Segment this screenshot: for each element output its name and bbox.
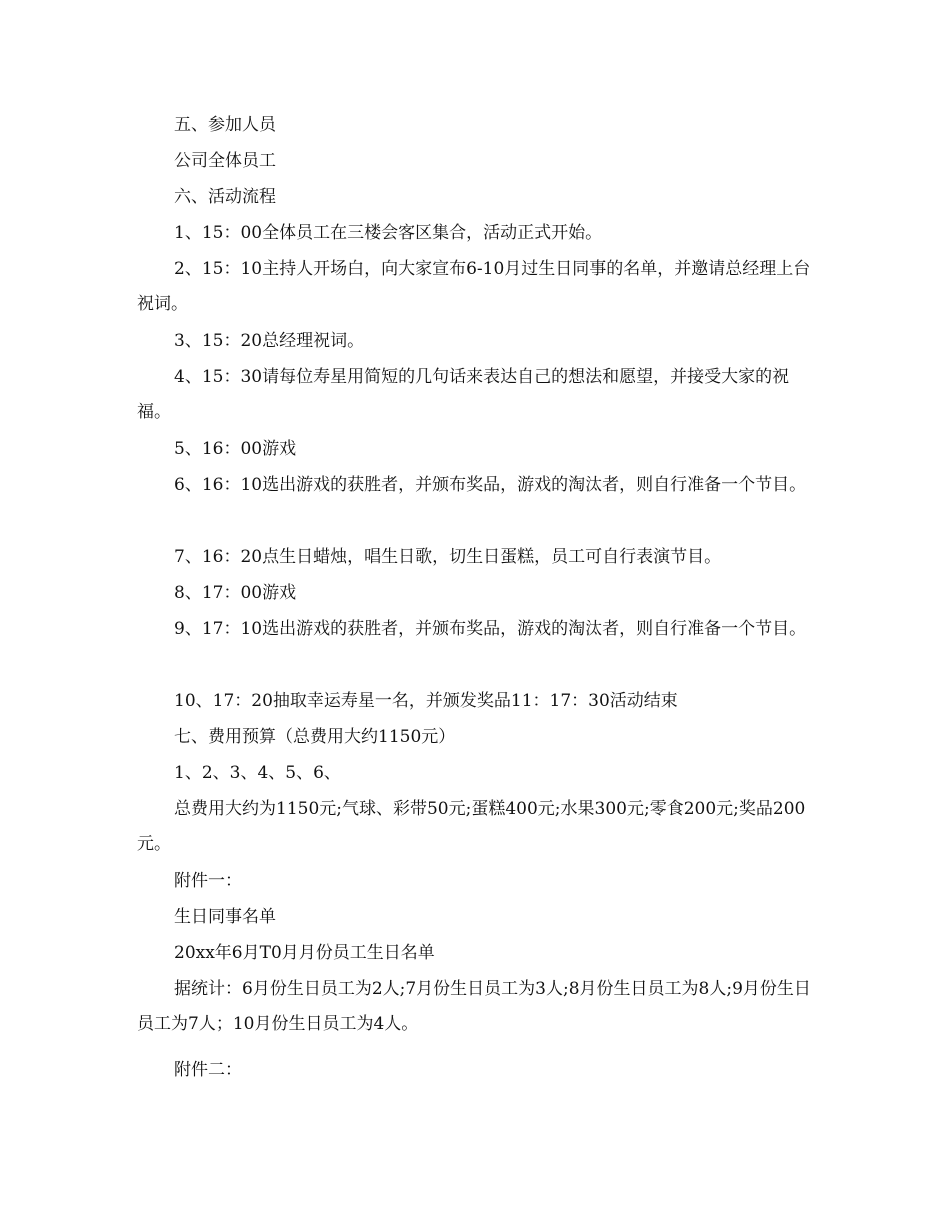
process-step-2: 2、15：10主持人开场白，向大家宣布6-10月过生日同事的名单，并邀请总经理上台祝词。 — [137, 259, 811, 314]
appendix-one-heading: 附件一： — [174, 871, 242, 891]
process-step-1: 1、15：00全体员工在三楼会客区集合，活动正式开始。 — [174, 223, 603, 243]
birthday-statistics: 据统计：6月份生日员工为2人;7月份生日员工为3人;8月份生日员工为8人;9月份生日员工为7人；10月份生日员工为4人。 — [137, 979, 811, 1034]
process-step-4: 4、15：30请每位寿星用简短的几句话来表达自己的想法和愿望，并接受大家的祝福。 — [137, 367, 790, 422]
budget-list: 1、2、3、4、5、6、 — [174, 763, 341, 783]
budget-detail: 总费用大约为1150元;气球、彩带50元;蛋糕400元;水果300元;零食200元;奖品200元。 — [137, 799, 806, 854]
process-step-7: 7、16：20点生日蜡烛，唱生日歌，切生日蛋糕，员工可自行表演节目。 — [174, 547, 722, 567]
process-step-9: 9、17：10选出游戏的获胜者，并颁布奖品，游戏的淘汰者，则自行准备一个节目。 — [174, 619, 807, 639]
appendix-two-heading: 附件二： — [174, 1060, 242, 1080]
birthday-list-title: 生日同事名单 — [174, 907, 276, 927]
section-heading-budget: 七、费用预算（总费用大约1150元） — [174, 727, 456, 747]
process-step-10: 10、17：20抽取幸运寿星一名，并颁发奖品11：17：30活动结束 — [174, 691, 678, 711]
process-step-5: 5、16：00游戏 — [174, 439, 297, 459]
participants-text: 公司全体员工 — [174, 151, 276, 171]
process-step-6: 6、16：10选出游戏的获胜者，并颁布奖品，游戏的淘汰者，则自行准备一个节目。 — [174, 475, 807, 495]
process-step-8: 8、17：00游戏 — [174, 583, 297, 603]
birthday-list-subtitle: 20xx年6月T0月月份员工生日名单 — [174, 943, 435, 963]
process-step-3: 3、15：20总经理祝词。 — [174, 331, 365, 351]
section-heading-participants: 五、参加人员 — [174, 115, 276, 135]
section-heading-process: 六、活动流程 — [174, 187, 276, 207]
